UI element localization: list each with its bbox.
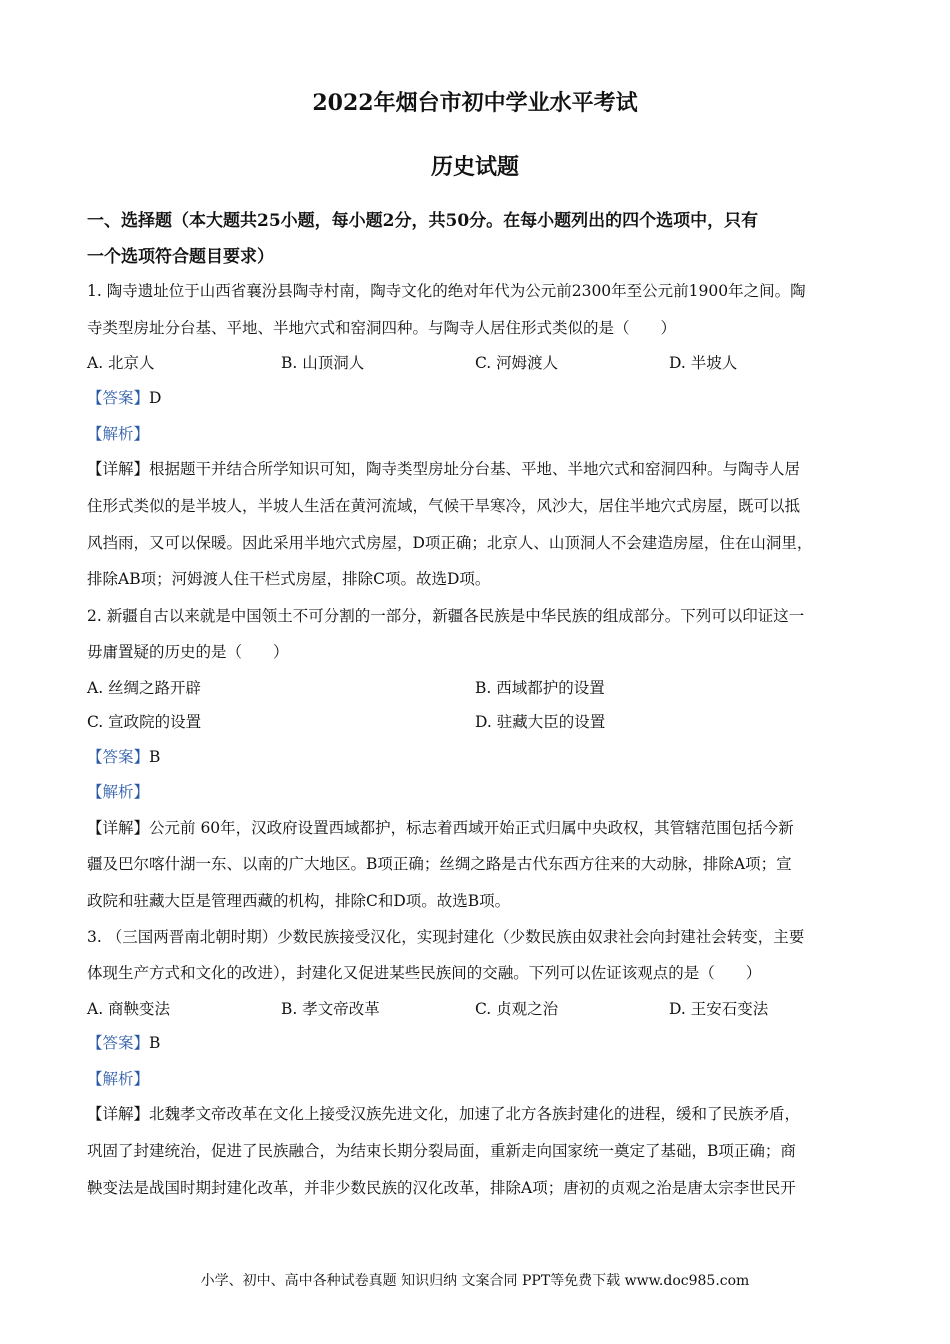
q3-option-c: C. 贞观之治: [475, 1000, 559, 1018]
q1-detail-line4: 排除AB项；河姆渡人住干栏式房屋，排除C项。故选D项。: [87, 570, 491, 588]
q2-detail-line2: 疆及巴尔喀什湖一东、以南的广大地区。B项正确；丝绸之路是古代东西方往来的大动脉，排除A项；宣: [87, 855, 792, 873]
q2-option-a: A. 丝绸之路开辟: [87, 679, 202, 697]
q1-option-d: D. 半坡人: [669, 354, 738, 372]
q1-option-b: B. 山顶洞人: [281, 354, 365, 372]
q1-detail-line3: 风挡雨，又可以保暖。因此采用半地穴式房屋，D项正确；北京人、山顶洞人不会建造房屋，住在山洞里，: [87, 534, 813, 552]
q1-detail-line1: [87, 457, 867, 479]
q2-option-d: D. 驻藏大臣的设置: [475, 713, 606, 731]
q2-detail-text1: 公元前 60年，汉政府设置西域都护，标志着西域开始正式归属中央政权，其管辖范围包括今新: [149, 819, 794, 837]
q3-stem-line1: 3. （三国两晋南北朝时期）少数民族接受汉化，实现封建化（少数民族由奴隶社会向封建社会转变，主要: [87, 928, 805, 946]
q3-detail-line1: [87, 1102, 867, 1124]
q2-stem-line2: 毋庸置疑的历史的是（ ）: [87, 643, 289, 661]
answer-tag: 【答案】: [87, 748, 150, 766]
section-heading-line1: 一、选择题（本大题共25小题，每小题2分，共50分。在每小题列出的四个选项中，只有: [87, 211, 759, 231]
answer-tag: 【答案】: [87, 1034, 150, 1052]
q3-analysis-tag: 【解析】: [87, 1070, 150, 1088]
detail-tag: 【详解】: [87, 1105, 150, 1123]
answer-tag: 【答案】: [87, 389, 150, 407]
detail-tag: 【详解】: [87, 460, 150, 478]
q2-answer-value: B: [149, 748, 161, 766]
q1-analysis-tag: 【解析】: [87, 425, 150, 443]
detail-tag: 【详解】: [87, 819, 150, 837]
page-footer: 小学、初中、高中各种试卷真题 知识归纳 文案合同 PPT等免费下载 www.doc985.com: [200, 1273, 750, 1289]
q3-stem-line2: 体现生产方式和文化的改进），封建化又促进某些民族间的交融。下列可以佐证该观点的是（ ）: [87, 964, 762, 982]
q3-option-a: A. 商鞅变法: [87, 1000, 171, 1018]
q2-option-c: C. 宣政院的设置: [87, 713, 202, 731]
q1-detail-text1: 根据题干并结合所学知识可知，陶寺类型房址分台基、平地、半地穴式和窑洞四种。与陶寺人居: [149, 460, 801, 478]
q1-option-c: C. 河姆渡人: [475, 354, 559, 372]
exam-subtitle: 历史试题: [430, 154, 519, 180]
q1-detail-line2: 住形式类似的是半坡人，半坡人生活在黄河流域，气候干旱寒冷，风沙大，居住半地穴式房屋，既可以抵: [87, 497, 801, 515]
q1-answer: [87, 386, 867, 408]
q2-detail-line1: [87, 816, 867, 838]
q3-answer-value: B: [149, 1034, 161, 1052]
q1-stem-line1: 1. 陶寺遗址位于山西省襄汾县陶寺村南，陶寺文化的绝对年代为公元前2300年至公元前1900年之间。陶: [87, 282, 806, 300]
q3-option-b: B. 孝文帝改革: [281, 1000, 380, 1018]
q3-option-d: D. 王安石变法: [669, 1000, 769, 1018]
q1-stem-line2: 寺类型房址分台基、平地、半地穴式和窑洞四种。与陶寺人居住形式类似的是（ ）: [87, 319, 677, 337]
q2-answer: [87, 745, 867, 767]
exam-title: 2022年烟台市初中学业水平考试: [312, 90, 638, 116]
q3-answer: [87, 1031, 867, 1053]
q3-detail-line2: 巩固了封建统治，促进了民族融合，为结束长期分裂局面，重新走向国家统一奠定了基础，B项正确；商: [87, 1142, 796, 1160]
q3-detail-line3: 鞅变法是战国时期封建化改革，并非少数民族的汉化改革，排除A项；唐初的贞观之治是唐太宗李世民开: [87, 1179, 796, 1197]
q2-detail-line3: 政院和驻藏大臣是管理西藏的机构，排除C和D项。故选B项。: [87, 892, 511, 910]
q3-detail-text1: 北魏孝文帝改革在文化上接受汉族先进文化，加速了北方各族封建化的进程，缓和了民族矛盾，: [149, 1105, 801, 1123]
q1-answer-value: D: [149, 389, 162, 407]
q2-option-b: B. 西域都护的设置: [475, 679, 605, 697]
q2-stem-line1: 2. 新疆自古以来就是中国领土不可分割的一部分，新疆各民族是中华民族的组成部分。下列可以印证这一: [87, 607, 805, 625]
q1-option-a: A. 北京人: [87, 354, 155, 372]
section-heading-line2: 一个选项符合题目要求）: [87, 247, 274, 267]
q2-analysis-tag: 【解析】: [87, 783, 150, 801]
